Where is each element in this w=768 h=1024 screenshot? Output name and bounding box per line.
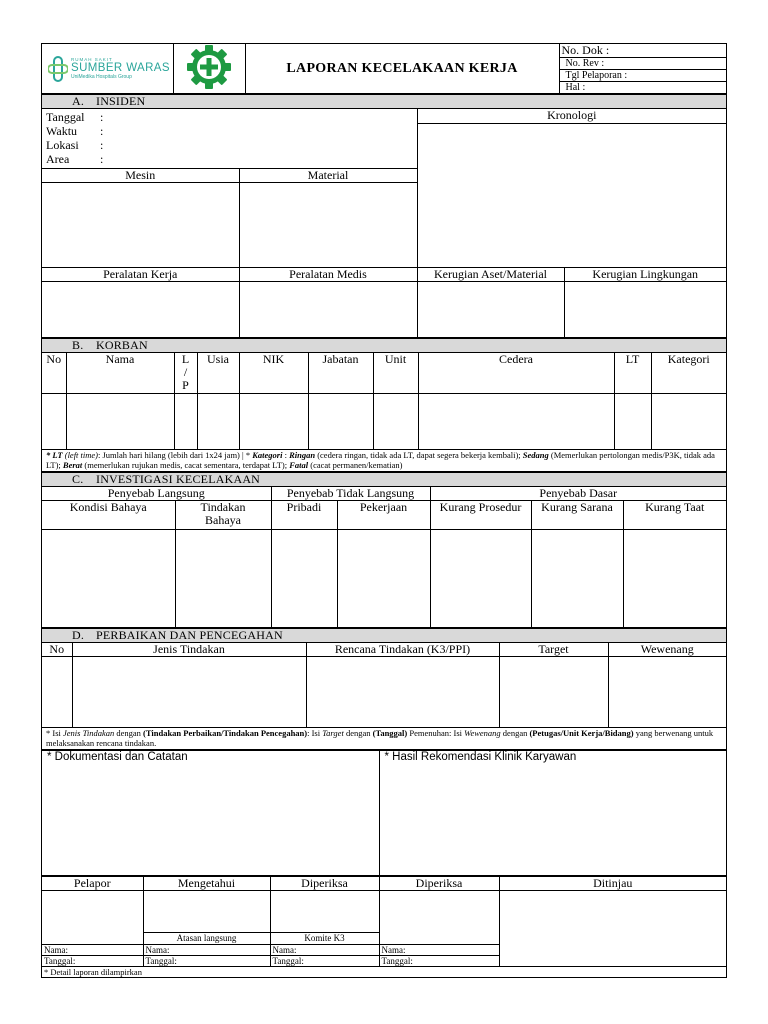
k3-safety-gear-icon xyxy=(186,44,232,90)
dokumentasi-label: * Dokumentasi dan Catatan xyxy=(47,751,188,763)
penyebab-langsung-label: Penyebab Langsung xyxy=(42,487,271,501)
kronologi-label: Kronologi xyxy=(418,109,727,124)
col-lp: L / P xyxy=(174,353,197,394)
logo-line1: RUMAH SAKIT xyxy=(71,57,113,62)
col-pekerjaan: Pekerjaan xyxy=(337,501,430,530)
mesin-box[interactable] xyxy=(42,183,239,268)
section-b-heading: B. KORBAN xyxy=(42,339,726,353)
meta-no-rev: No. Rev : xyxy=(559,58,726,70)
mengetahui-nama[interactable]: Nama: xyxy=(143,945,270,956)
section-korban xyxy=(42,338,726,472)
sig-diperiksa2-label: Diperiksa xyxy=(379,877,499,891)
sig-atasan-label: Atasan langsung xyxy=(143,933,270,945)
col-unit: Unit xyxy=(373,353,418,394)
dokumentasi-section xyxy=(42,750,726,876)
col-pribadi: Pribadi xyxy=(271,501,337,530)
peralatan-kerja-label: Peralatan Kerja xyxy=(42,268,239,282)
korban-note: * LT (left time): Jumlah hari hilang (lebih dari 1x24 jam) | * Kategori : Ringan (cedera ringan, tidak ada LT, dapat segera bekerja kembali); Sedang (Memerlukan pertolongan medis/P3K, tidak ada LT); Berat (memerlukan rujukan medis, cacat sementara, terdapat LT); Fatal (cacat permanen/kematian) xyxy=(42,450,726,472)
k3-emblem xyxy=(173,44,245,94)
col-target: Target xyxy=(499,643,608,657)
col-usia: Usia xyxy=(197,353,239,394)
diperiksa2-tanggal[interactable]: Tanggal: xyxy=(379,956,499,967)
section-c-heading: C. INVESTIGASI KECELAKAAN xyxy=(42,473,726,487)
field-waktu[interactable]: Waktu : xyxy=(46,124,104,138)
meta-hal: Hal : xyxy=(559,82,726,94)
meta-no-dok: No. Dok : xyxy=(559,44,726,58)
accident-report-form xyxy=(41,43,727,978)
pelapor-nama[interactable]: Nama: xyxy=(42,945,143,956)
penyebab-tidak-langsung-label: Penyebab Tidak Langsung xyxy=(271,487,430,501)
sig-diperiksa1-label: Diperiksa xyxy=(270,877,379,891)
material-box[interactable] xyxy=(239,183,417,268)
sig-ditinjau-label: Ditinjau xyxy=(499,877,726,891)
col-rencana-tindakan: Rencana Tindakan (K3/PPI) xyxy=(306,643,499,657)
kerugian-aset-box[interactable] xyxy=(417,282,564,338)
footer-note: * Detail laporan dilampirkan xyxy=(42,967,726,978)
logo-group: UniMedika Hospitals Group xyxy=(71,74,132,80)
kerugian-lingkungan-box[interactable] xyxy=(564,282,726,338)
col-jenis-tindakan: Jenis Tindakan xyxy=(72,643,306,657)
diperiksa1-nama[interactable]: Nama: xyxy=(270,945,379,956)
col-no: No xyxy=(42,353,66,394)
col-lt: LT xyxy=(614,353,651,394)
incident-info xyxy=(42,109,417,169)
investigasi-row[interactable] xyxy=(42,530,726,628)
perbaikan-row[interactable] xyxy=(42,657,726,728)
dokumentasi-box[interactable] xyxy=(42,751,379,876)
peralatan-medis-label: Peralatan Medis xyxy=(239,268,417,282)
sig-mengetahui-box[interactable] xyxy=(143,891,270,933)
col-d-no: No xyxy=(42,643,72,657)
hospital-logo-icon xyxy=(48,56,68,82)
field-tanggal[interactable]: Tanggal : xyxy=(46,110,104,124)
col-tindakan-bahaya: Tindakan Bahaya xyxy=(175,501,271,530)
peralatan-kerja-box[interactable] xyxy=(42,282,239,338)
col-kurang-taat: Kurang Taat xyxy=(623,501,726,530)
peralatan-medis-box[interactable] xyxy=(239,282,417,338)
sig-pelapor-label: Pelapor xyxy=(42,877,143,891)
hasil-rekomendasi-label: * Hasil Rekomendasi Klinik Karyawan xyxy=(384,751,577,763)
col-jabatan: Jabatan xyxy=(308,353,373,394)
form-title: LAPORAN KECELAKAAN KERJA xyxy=(245,44,559,94)
signature-section xyxy=(42,876,726,977)
form-header xyxy=(42,44,726,94)
hasil-rekomendasi-box[interactable] xyxy=(379,751,726,876)
col-nik: NIK xyxy=(239,353,308,394)
sig-pelapor-box[interactable] xyxy=(42,891,143,945)
sig-diperiksa1-box[interactable] xyxy=(270,891,379,933)
col-kondisi-bahaya: Kondisi Bahaya xyxy=(42,501,175,530)
col-kurang-sarana: Kurang Sarana xyxy=(531,501,623,530)
section-investigasi xyxy=(42,472,726,628)
col-nama: Nama xyxy=(66,353,174,394)
diperiksa2-nama[interactable]: Nama: xyxy=(379,945,499,956)
kronologi-box[interactable] xyxy=(417,109,726,268)
sig-ditinjau-box[interactable] xyxy=(499,891,726,967)
penyebab-dasar-label: Penyebab Dasar xyxy=(430,487,726,501)
hospital-logo xyxy=(42,44,173,94)
mengetahui-tanggal[interactable]: Tanggal: xyxy=(143,956,270,967)
field-area[interactable]: Area : xyxy=(46,152,104,166)
col-kurang-prosedur: Kurang Prosedur xyxy=(430,501,531,530)
field-lokasi[interactable]: Lokasi : xyxy=(46,138,104,152)
sig-mengetahui-label: Mengetahui xyxy=(143,877,270,891)
kerugian-aset-label: Kerugian Aset/Material xyxy=(417,268,564,282)
section-a-heading: A. INSIDEN xyxy=(42,95,726,109)
sig-komite-label: Komite K3 xyxy=(270,933,379,945)
korban-row[interactable] xyxy=(42,394,726,450)
logo-name: SUMBER WARAS xyxy=(71,62,170,74)
sig-diperiksa2-box[interactable] xyxy=(379,891,499,945)
col-cedera: Cedera xyxy=(418,353,614,394)
meta-tgl-pelaporan: Tgl Pelaporan : xyxy=(559,70,726,82)
section-d-heading: D. PERBAIKAN DAN PENCEGAHAN xyxy=(42,629,726,643)
section-insiden xyxy=(42,94,726,338)
section-perbaikan xyxy=(42,628,726,750)
col-kategori: Kategori xyxy=(651,353,726,394)
mesin-label: Mesin xyxy=(42,169,239,183)
diperiksa1-tanggal[interactable]: Tanggal: xyxy=(270,956,379,967)
col-wewenang: Wewenang xyxy=(608,643,726,657)
kerugian-lingkungan-label: Kerugian Lingkungan xyxy=(564,268,726,282)
pelapor-tanggal[interactable]: Tanggal: xyxy=(42,956,143,967)
perbaikan-note: * Isi Jenis Tindakan dengan (Tindakan Perbaikan/Tindakan Pencegahan): Isi Target dengan (Tanggal) Pemenuhan: Isi Wewenang dengan (Petugas/Unit Kerja/Bidang) yang berwenang untuk melaksanakan rencana tindakan. xyxy=(42,728,726,750)
material-label: Material xyxy=(239,169,417,183)
